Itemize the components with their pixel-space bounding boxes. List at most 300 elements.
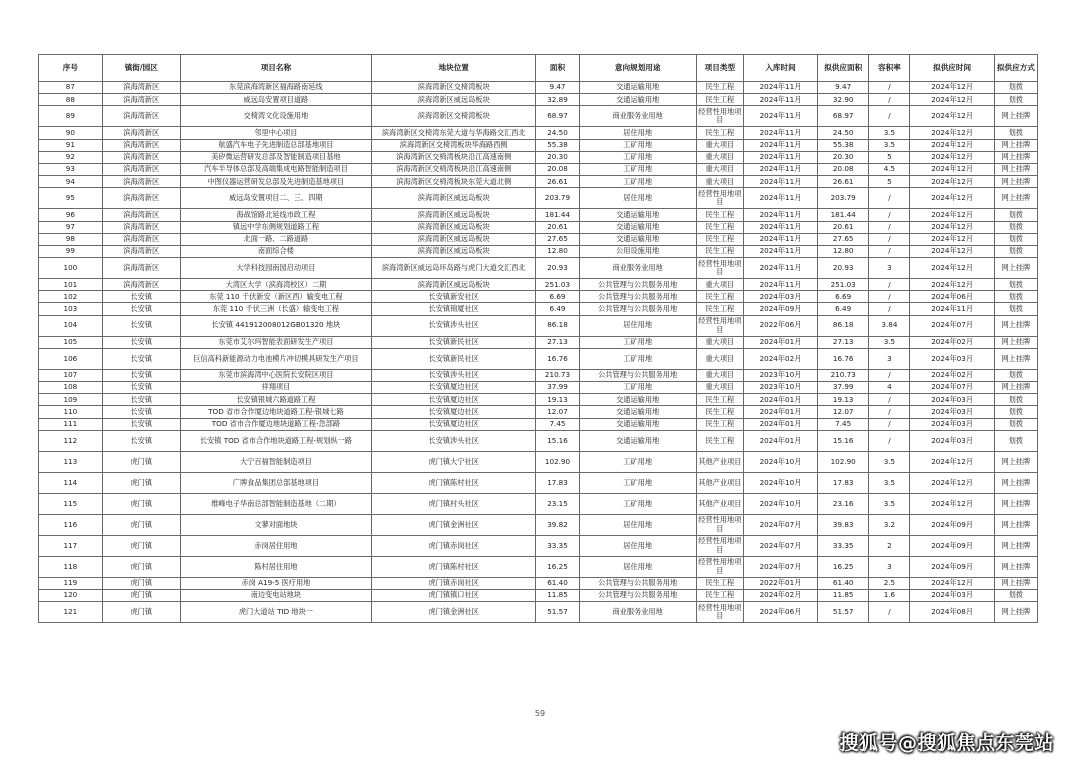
cell-entry-time: 2024年01月: [744, 394, 818, 406]
cell-location: 滨海湾新区交椅湾东莞大道与华海路交汇西北: [371, 127, 535, 139]
cell-location: 滨海湾新区交椅湾板块: [371, 82, 535, 94]
cell-project-type: 民生工程: [696, 291, 743, 303]
cell-project-type: 经营性用地项目: [696, 602, 743, 623]
cell-supply-method: 网上挂牌: [994, 451, 1037, 472]
cell-project-type: 民生工程: [696, 394, 743, 406]
cell-area: 9.47: [536, 82, 579, 94]
cell-town: 长安镇: [102, 406, 180, 418]
cell-town: 长安镇: [102, 315, 180, 336]
cell-project-type: 民生工程: [696, 221, 743, 233]
cell-project-name: 威远岛安置项目二、三、四期: [180, 188, 371, 209]
cell-supply-method: 划拨: [994, 221, 1037, 233]
cell-location: 滨海湾新区交椅湾板块: [371, 106, 535, 127]
cell-project-name: 长安镇银城六路道路工程: [180, 394, 371, 406]
cell-supply-time: 2024年03月: [910, 418, 994, 430]
cell-project-type: 经营性用地项目: [696, 258, 743, 279]
cell-supply-time: 2024年12月: [910, 472, 994, 493]
cell-location: 滨海湾新区威远岛板块: [371, 233, 535, 245]
cell-area: 102.90: [536, 451, 579, 472]
table-row: [39, 176, 1038, 188]
cell-project-name: 巨信高科新能源动力电池模片冲切模具研发生产项目: [180, 348, 371, 369]
cell-area: 32.89: [536, 94, 579, 106]
cell-town: 长安镇: [102, 336, 180, 348]
cell-location: 长安镇涉头社区: [371, 369, 535, 381]
table-row: [39, 315, 1038, 336]
cell-project-type: 重大项目: [696, 163, 743, 175]
cell-supply-area: 6.69: [818, 291, 869, 303]
cell-project-name: 维峰电子华南总部智能制造基地（二期）: [180, 493, 371, 514]
cell-location: 虎门镇金洲社区: [371, 602, 535, 623]
cell-entry-time: 2024年11月: [744, 279, 818, 291]
cell-plot-ratio: 3.5: [869, 336, 910, 348]
cell-index: 112: [39, 430, 103, 451]
cell-supply-area: 16.25: [818, 556, 869, 577]
cell-planned-use: 交通运输用地: [579, 233, 696, 245]
cell-project-name: 大学科技园南园启动项目: [180, 258, 371, 279]
cell-location: 虎门镇村头社区: [371, 493, 535, 514]
cell-supply-area: 6.49: [818, 303, 869, 315]
cell-planned-use: 工矿用地: [579, 139, 696, 151]
cell-supply-time: 2024年12月: [910, 493, 994, 514]
cell-project-name: 大宁百福智能制造项目: [180, 451, 371, 472]
cell-supply-method: 网上挂牌: [994, 151, 1037, 163]
cell-plot-ratio: 1.6: [869, 589, 910, 601]
cell-entry-time: 2024年01月: [744, 336, 818, 348]
cell-planned-use: 工矿用地: [579, 163, 696, 175]
cell-planned-use: 交通运输用地: [579, 94, 696, 106]
cell-entry-time: 2024年03月: [744, 291, 818, 303]
cell-town: 滨海湾新区: [102, 279, 180, 291]
cell-project-type: 民生工程: [696, 418, 743, 430]
cell-plot-ratio: /: [869, 279, 910, 291]
table-row: [39, 418, 1038, 430]
cell-planned-use: 交通运输用地: [579, 209, 696, 221]
cell-entry-time: 2022年06月: [744, 315, 818, 336]
cell-supply-method: 网上挂牌: [994, 535, 1037, 556]
cell-project-type: 重大项目: [696, 279, 743, 291]
cell-plot-ratio: /: [869, 106, 910, 127]
cell-index: 102: [39, 291, 103, 303]
cell-supply-time: 2024年12月: [910, 94, 994, 106]
table-row: [39, 279, 1038, 291]
cell-planned-use: 居住用地: [579, 556, 696, 577]
cell-project-type: 民生工程: [696, 577, 743, 589]
cell-location: 虎门镇陈村社区: [371, 472, 535, 493]
cell-location: 滨海湾新区威远岛板块: [371, 188, 535, 209]
table-row: [39, 493, 1038, 514]
cell-planned-use: 工矿用地: [579, 151, 696, 163]
cell-index: 117: [39, 535, 103, 556]
cell-project-type: 经营性用地项目: [696, 315, 743, 336]
cell-project-name: 赤岗 A19-5 医疗用地: [180, 577, 371, 589]
cell-project-name: 南面综合楼: [180, 245, 371, 257]
cell-project-name: 文蓼对面地块: [180, 514, 371, 535]
cell-area: 55.38: [536, 139, 579, 151]
cell-supply-method: 网上挂牌: [994, 348, 1037, 369]
cell-entry-time: 2023年10月: [744, 369, 818, 381]
cell-area: 19.13: [536, 394, 579, 406]
cell-plot-ratio: 5: [869, 176, 910, 188]
cell-supply-time: 2024年03月: [910, 430, 994, 451]
cell-town: 长安镇: [102, 348, 180, 369]
cell-location: 长安镇厦边社区: [371, 394, 535, 406]
cell-entry-time: 2024年10月: [744, 493, 818, 514]
cell-plot-ratio: /: [869, 430, 910, 451]
cell-plot-ratio: 3.84: [869, 315, 910, 336]
cell-supply-time: 2024年12月: [910, 451, 994, 472]
cell-town: 长安镇: [102, 430, 180, 451]
cell-location: 虎门镇大宁社区: [371, 451, 535, 472]
cell-planned-use: 工矿用地: [579, 451, 696, 472]
cell-supply-time: 2024年09月: [910, 556, 994, 577]
cell-planned-use: 交通运输用地: [579, 418, 696, 430]
cell-planned-use: 公共管理与公共服务用地: [579, 369, 696, 381]
cell-supply-method: 网上挂牌: [994, 556, 1037, 577]
header-entry-time: 入库时间: [744, 55, 818, 82]
cell-plot-ratio: /: [869, 209, 910, 221]
table-row: [39, 209, 1038, 221]
cell-supply-method: 网上挂牌: [994, 188, 1037, 209]
cell-entry-time: 2024年11月: [744, 233, 818, 245]
cell-planned-use: 工矿用地: [579, 336, 696, 348]
cell-supply-area: 55.38: [818, 139, 869, 151]
cell-entry-time: 2024年10月: [744, 472, 818, 493]
cell-town: 滨海湾新区: [102, 94, 180, 106]
cell-project-name: 海战馆路北延线市政工程: [180, 209, 371, 221]
cell-town: 滨海湾新区: [102, 188, 180, 209]
cell-supply-area: 203.79: [818, 188, 869, 209]
cell-supply-method: 划拨: [994, 418, 1037, 430]
table-row: [39, 348, 1038, 369]
cell-supply-time: 2024年07月: [910, 382, 994, 394]
cell-location: 滨海湾新区威远岛环岛路与虎门大道交汇西北: [371, 258, 535, 279]
cell-supply-method: 划拨: [994, 82, 1037, 94]
cell-project-type: 经营性用地项目: [696, 106, 743, 127]
cell-location: 长安镇新民社区: [371, 336, 535, 348]
table-row: [39, 394, 1038, 406]
cell-plot-ratio: 3.5: [869, 139, 910, 151]
cell-entry-time: 2024年11月: [744, 106, 818, 127]
cell-index: 95: [39, 188, 103, 209]
cell-planned-use: 公共管理与公共服务用地: [579, 279, 696, 291]
header-plot-ratio: 容积率: [869, 55, 910, 82]
cell-project-name: 广牌食品集团总部基地项目: [180, 472, 371, 493]
cell-project-type: 民生工程: [696, 245, 743, 257]
cell-supply-time: 2024年02月: [910, 369, 994, 381]
cell-supply-method: 网上挂牌: [994, 472, 1037, 493]
cell-supply-area: 12.80: [818, 245, 869, 257]
cell-supply-area: 32.90: [818, 94, 869, 106]
cell-area: 33.35: [536, 535, 579, 556]
cell-location: 虎门镇赤岗社区: [371, 535, 535, 556]
cell-supply-time: 2024年12月: [910, 151, 994, 163]
cell-planned-use: 工矿用地: [579, 493, 696, 514]
cell-entry-time: 2024年02月: [744, 589, 818, 601]
cell-location: 滨海湾新区威远岛板块: [371, 94, 535, 106]
cell-supply-area: 102.90: [818, 451, 869, 472]
cell-supply-time: 2024年12月: [910, 279, 994, 291]
cell-entry-time: 2024年01月: [744, 430, 818, 451]
table-row: [39, 514, 1038, 535]
cell-planned-use: 交通运输用地: [579, 221, 696, 233]
cell-area: 86.18: [536, 315, 579, 336]
cell-town: 滨海湾新区: [102, 258, 180, 279]
cell-supply-time: 2024年11月: [910, 303, 994, 315]
cell-supply-time: 2024年07月: [910, 315, 994, 336]
cell-planned-use: 商业服务业用地: [579, 258, 696, 279]
cell-location: 滨海湾新区威远岛板块: [371, 245, 535, 257]
cell-town: 虎门镇: [102, 577, 180, 589]
cell-index: 94: [39, 176, 103, 188]
cell-town: 长安镇: [102, 303, 180, 315]
cell-index: 107: [39, 369, 103, 381]
table-row: [39, 127, 1038, 139]
table-header-row: [39, 55, 1038, 82]
cell-supply-method: 划拨: [994, 279, 1037, 291]
cell-supply-time: 2024年12月: [910, 106, 994, 127]
cell-area: 7.45: [536, 418, 579, 430]
cell-planned-use: 商业服务业用地: [579, 602, 696, 623]
table-row: [39, 291, 1038, 303]
cell-supply-time: 2024年12月: [910, 82, 994, 94]
cell-supply-time: 2024年03月: [910, 348, 994, 369]
cell-plot-ratio: /: [869, 221, 910, 233]
cell-index: 92: [39, 151, 103, 163]
cell-location: 滨海湾新区交椅湾板块东莞大道北侧: [371, 176, 535, 188]
cell-project-type: 民生工程: [696, 127, 743, 139]
cell-supply-method: 划拨: [994, 233, 1037, 245]
cell-supply-time: 2024年12月: [910, 221, 994, 233]
cell-area: 15.16: [536, 430, 579, 451]
cell-area: 39.82: [536, 514, 579, 535]
cell-plot-ratio: 2.5: [869, 577, 910, 589]
cell-plot-ratio: /: [869, 188, 910, 209]
cell-index: 113: [39, 451, 103, 472]
cell-project-type: 其他产业项目: [696, 493, 743, 514]
watermark: 搜狐号@搜狐焦点东莞站: [839, 732, 1054, 754]
cell-location: 长安镇新安社区: [371, 291, 535, 303]
cell-supply-area: 11.85: [818, 589, 869, 601]
cell-supply-time: 2024年03月: [910, 406, 994, 418]
cell-planned-use: 居住用地: [579, 127, 696, 139]
cell-area: 26.61: [536, 176, 579, 188]
cell-supply-area: 15.16: [818, 430, 869, 451]
cell-town: 长安镇: [102, 394, 180, 406]
cell-entry-time: 2024年11月: [744, 139, 818, 151]
cell-planned-use: 商业服务业用地: [579, 106, 696, 127]
cell-town: 虎门镇: [102, 535, 180, 556]
cell-town: 滨海湾新区: [102, 163, 180, 175]
cell-project-name: 邻里中心项目: [180, 127, 371, 139]
cell-plot-ratio: /: [869, 82, 910, 94]
cell-supply-time: 2024年12月: [910, 245, 994, 257]
cell-supply-time: 2024年12月: [910, 209, 994, 221]
cell-index: 105: [39, 336, 103, 348]
table-row: [39, 382, 1038, 394]
cell-entry-time: 2024年11月: [744, 82, 818, 94]
cell-planned-use: 工矿用地: [579, 472, 696, 493]
cell-supply-method: 划拨: [994, 589, 1037, 601]
cell-town: 虎门镇: [102, 472, 180, 493]
cell-project-name: 长安镇 441912008012GB01320 地块: [180, 315, 371, 336]
cell-supply-method: 网上挂牌: [994, 493, 1037, 514]
cell-project-name: 威远岛安置项目道路: [180, 94, 371, 106]
cell-plot-ratio: /: [869, 303, 910, 315]
cell-area: 16.25: [536, 556, 579, 577]
cell-town: 滨海湾新区: [102, 245, 180, 257]
cell-project-type: 重大项目: [696, 348, 743, 369]
cell-location: 虎门镇镇口社区: [371, 589, 535, 601]
cell-project-name: 长安镇 TOD 省市合作地块道路工程-规划纵一路: [180, 430, 371, 451]
cell-project-type: 其他产业项目: [696, 451, 743, 472]
cell-supply-area: 33.35: [818, 535, 869, 556]
cell-plot-ratio: 4.5: [869, 163, 910, 175]
table-row: [39, 556, 1038, 577]
cell-index: 99: [39, 245, 103, 257]
cell-plot-ratio: /: [869, 245, 910, 257]
cell-project-name: 祥翔项目: [180, 382, 371, 394]
table-row: [39, 369, 1038, 381]
cell-planned-use: 交通运输用地: [579, 394, 696, 406]
cell-planned-use: 公共管理与公共服务用地: [579, 303, 696, 315]
cell-supply-time: 2024年06月: [910, 291, 994, 303]
table-row: [39, 245, 1038, 257]
header-location: 地块位置: [371, 55, 535, 82]
cell-location: 虎门镇金洲社区: [371, 514, 535, 535]
header-project-type: 项目类型: [696, 55, 743, 82]
cell-supply-method: 网上挂牌: [994, 139, 1037, 151]
cell-plot-ratio: /: [869, 418, 910, 430]
cell-project-type: 其他产业项目: [696, 472, 743, 493]
cell-project-name: TOD 省市合作厦边地块道路工程-银城七路: [180, 406, 371, 418]
cell-area: 6.49: [536, 303, 579, 315]
cell-plot-ratio: /: [869, 233, 910, 245]
cell-supply-method: 划拨: [994, 209, 1037, 221]
cell-index: 120: [39, 589, 103, 601]
cell-town: 滨海湾新区: [102, 82, 180, 94]
cell-project-type: 经营性用地项目: [696, 188, 743, 209]
cell-supply-area: 251.03: [818, 279, 869, 291]
cell-supply-area: 24.50: [818, 127, 869, 139]
cell-supply-area: 210.73: [818, 369, 869, 381]
cell-town: 滨海湾新区: [102, 151, 180, 163]
cell-area: 12.07: [536, 406, 579, 418]
cell-supply-time: 2024年12月: [910, 258, 994, 279]
cell-planned-use: 居住用地: [579, 315, 696, 336]
cell-supply-method: 网上挂牌: [994, 315, 1037, 336]
cell-entry-time: 2024年10月: [744, 451, 818, 472]
cell-plot-ratio: 3.5: [869, 493, 910, 514]
cell-town: 滨海湾新区: [102, 209, 180, 221]
cell-supply-time: 2024年02月: [910, 336, 994, 348]
cell-town: 长安镇: [102, 382, 180, 394]
cell-area: 16.76: [536, 348, 579, 369]
cell-supply-method: 划拨: [994, 369, 1037, 381]
cell-supply-area: 37.99: [818, 382, 869, 394]
cell-location: 虎门镇赤岗社区: [371, 577, 535, 589]
cell-supply-area: 23.16: [818, 493, 869, 514]
cell-project-name: 航盛汽车电子先进制造总部基地项目: [180, 139, 371, 151]
cell-supply-area: 39.83: [818, 514, 869, 535]
cell-project-name: 汽车半导体总部及高端集成电路智能制造项目: [180, 163, 371, 175]
cell-supply-time: 2024年12月: [910, 176, 994, 188]
header-index: 序号: [39, 55, 103, 82]
cell-entry-time: 2024年01月: [744, 418, 818, 430]
cell-supply-area: 19.13: [818, 394, 869, 406]
cell-plot-ratio: 5: [869, 151, 910, 163]
cell-plot-ratio: 3: [869, 556, 910, 577]
cell-entry-time: 2024年11月: [744, 258, 818, 279]
cell-planned-use: 居住用地: [579, 188, 696, 209]
cell-supply-method: 划拨: [994, 245, 1037, 257]
cell-supply-area: 20.61: [818, 221, 869, 233]
table-row: [39, 163, 1038, 175]
cell-supply-time: 2024年03月: [910, 394, 994, 406]
cell-supply-method: 网上挂牌: [994, 163, 1037, 175]
cell-town: 虎门镇: [102, 514, 180, 535]
cell-project-name: 南边变电站地块: [180, 589, 371, 601]
cell-index: 100: [39, 258, 103, 279]
cell-area: 68.97: [536, 106, 579, 127]
cell-area: 20.08: [536, 163, 579, 175]
cell-planned-use: 交通运输用地: [579, 82, 696, 94]
cell-project-type: 重大项目: [696, 336, 743, 348]
cell-index: 93: [39, 163, 103, 175]
cell-town: 滨海湾新区: [102, 233, 180, 245]
cell-location: 虎门镇陈村社区: [371, 556, 535, 577]
land-supply-table: [38, 54, 1038, 623]
cell-area: 27.13: [536, 336, 579, 348]
cell-entry-time: 2024年11月: [744, 163, 818, 175]
cell-supply-method: 网上挂牌: [994, 258, 1037, 279]
cell-location: 长安镇涉头社区: [371, 315, 535, 336]
cell-project-type: 重大项目: [696, 151, 743, 163]
cell-index: 114: [39, 472, 103, 493]
cell-supply-area: 17.83: [818, 472, 869, 493]
cell-location: 长安镇厦边社区: [371, 418, 535, 430]
cell-entry-time: 2024年11月: [744, 209, 818, 221]
cell-entry-time: 2024年11月: [744, 176, 818, 188]
cell-project-name: 交椅湾文化设施用地: [180, 106, 371, 127]
cell-location: 滨海湾新区交椅湾板块华海路西侧: [371, 139, 535, 151]
cell-project-type: 民生工程: [696, 430, 743, 451]
cell-index: 91: [39, 139, 103, 151]
table-row: [39, 472, 1038, 493]
cell-location: 滨海湾新区交椅湾板块沿江高速南侧: [371, 151, 535, 163]
cell-index: 90: [39, 127, 103, 139]
cell-plot-ratio: /: [869, 291, 910, 303]
cell-supply-time: 2024年08月: [910, 602, 994, 623]
table-body: [39, 82, 1038, 623]
cell-index: 87: [39, 82, 103, 94]
cell-supply-time: 2024年03月: [910, 589, 994, 601]
cell-location: 长安镇厦边社区: [371, 406, 535, 418]
cell-planned-use: 公用设施用地: [579, 245, 696, 257]
cell-town: 虎门镇: [102, 589, 180, 601]
cell-area: 210.73: [536, 369, 579, 381]
cell-entry-time: 2022年01月: [744, 577, 818, 589]
cell-supply-area: 16.76: [818, 348, 869, 369]
cell-project-type: 民生工程: [696, 82, 743, 94]
table-row: [39, 535, 1038, 556]
cell-index: 121: [39, 602, 103, 623]
cell-supply-method: 网上挂牌: [994, 106, 1037, 127]
cell-supply-area: 20.30: [818, 151, 869, 163]
cell-index: 104: [39, 315, 103, 336]
cell-planned-use: 工矿用地: [579, 348, 696, 369]
table-row: [39, 82, 1038, 94]
cell-plot-ratio: 3: [869, 258, 910, 279]
